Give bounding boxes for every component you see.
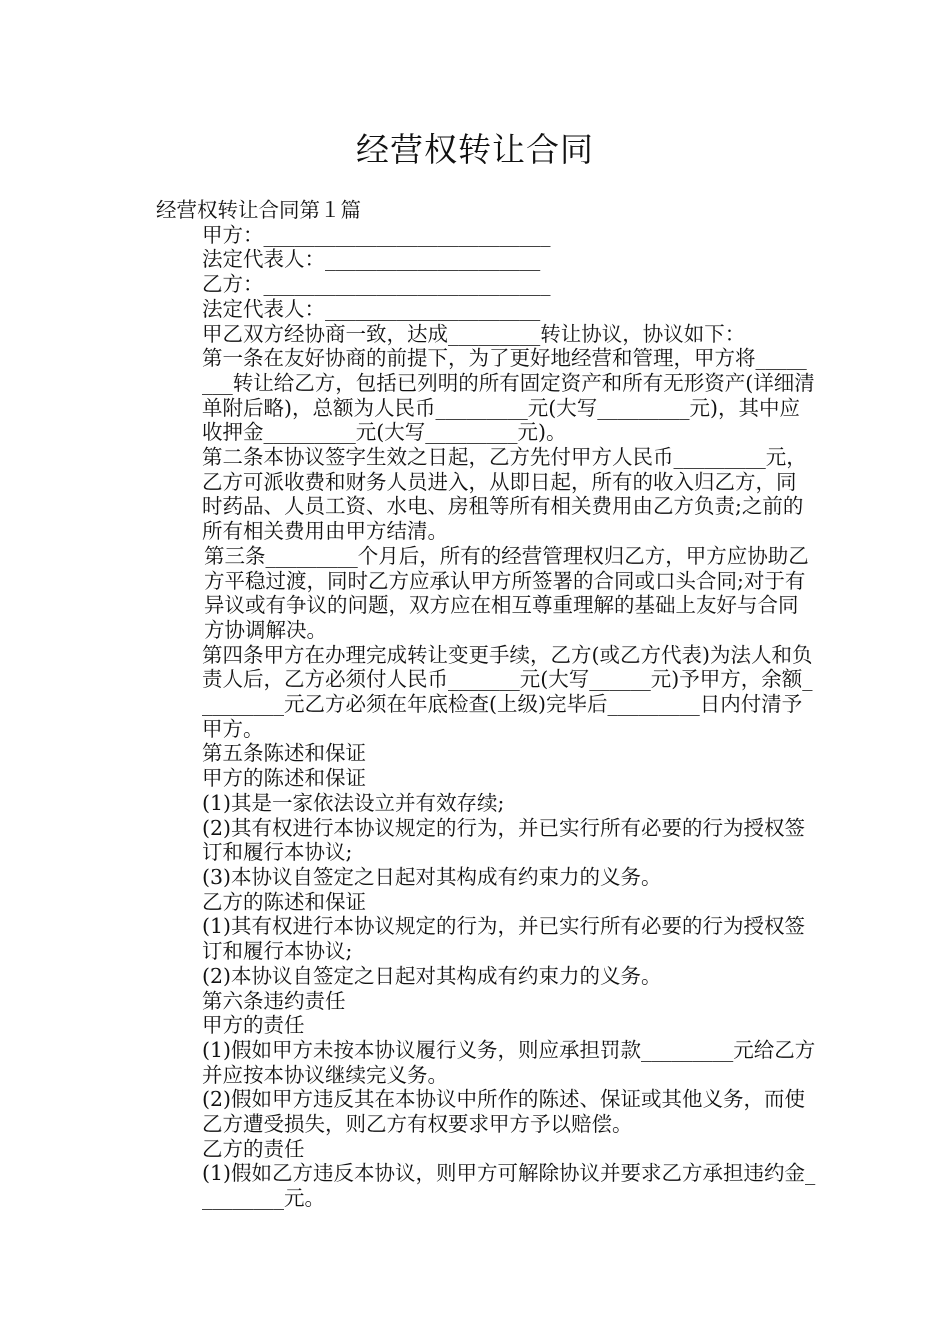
party-b-warranty-heading: 乙方的陈述和保证 [202, 889, 366, 914]
party-b-warranty-1: (1)其有权进行本协议规定的行为，并已实行所有必要的行为授权签订和履行本协议; [202, 914, 806, 964]
article-2: 第二条本协议签字生效之日起，乙方先付甲方人民币_________元，乙方可派收费和财务人员进入，从即日起，所有的收入归乙方，同时药品、人员工资、水电、房租等所有相关费用由乙方负责;之前的所有相关费用由甲方结清。 [202, 445, 807, 544]
article-5-heading: 第五条陈述和保证 [202, 741, 366, 766]
party-a-liability-2: (2)假如甲方违反其在本协议中所作的陈述、保证或其他义务，而使乙方遭受损失，则乙方有权要求甲方予以赔偿。 [202, 1087, 806, 1137]
party-a-line: 甲方：____________________________ [202, 222, 551, 247]
article-6-heading: 第六条违约责任 [202, 988, 346, 1013]
document-title: 经营权转让合同 [356, 130, 594, 169]
party-a-warranty-heading: 甲方的陈述和保证 [202, 766, 366, 791]
intro-paragraph: 甲乙双方经协商一致，达成_________转让协议，协议如下： [202, 321, 746, 346]
article-3: 第三条_________个月后，所有的经营管理权归乙方，甲方应协助乙方平稳过渡，同时乙方应承认甲方所签署的合同或口头合同;对于有异议或有争议的问题，双方应在相互尊重理解的基础上友好与合同方协调解决。 [204, 543, 809, 642]
article-1: 第一条在友好协商的前提下，为了更好地经营和管理，甲方将________转让给乙方，包括已列明的所有固定资产和所有无形资产(详细清单附后略)，总额为人民币_________元(大写_________元)，其中应收押金_________元(大写_________元)。 [202, 346, 815, 445]
party-b-liability-1: (1)假如乙方违反本协议，则甲方可解除协议并要求乙方承担违约金_________元。 [202, 1161, 816, 1211]
party-a-liability-heading: 甲方的责任 [202, 1013, 305, 1038]
document-body [146, 198, 816, 1211]
article-4: 第四条甲方在办理完成转让变更手续，乙方(或乙方代表)为法人和负责人后，乙方必须付人民币_______元(大写______元)予甲方，余额_________元乙方必须在年底检查(上级)完毕后_________日内付清予甲方。 [202, 642, 813, 741]
party-a-rep-line: 法定代表人：_____________________ [202, 247, 541, 272]
party-b-rep-line: 法定代表人：_____________________ [202, 296, 541, 321]
party-b-liability-heading: 乙方的责任 [202, 1136, 305, 1161]
subtitle: 经营权转让合同第１篇 [156, 198, 361, 222]
party-a-warranty-3: (3)本协议自签定之日起对其构成有约束力的义务。 [202, 864, 662, 889]
party-a-warranty-1: (1)其是一家依法设立并有效存续; [202, 790, 505, 815]
party-b-line: 乙方：____________________________ [202, 272, 551, 297]
party-b-warranty-2: (2)本协议自签定之日起对其构成有约束力的义务。 [202, 963, 662, 988]
party-a-warranty-2: (2)其有权进行本协议规定的行为，并已实行所有必要的行为授权签订和履行本协议; [202, 815, 806, 865]
party-a-liability-1: (1)假如甲方未按本协议履行义务，则应承担罚款_________元给乙方并应按本协议继续完义务。 [202, 1037, 816, 1087]
